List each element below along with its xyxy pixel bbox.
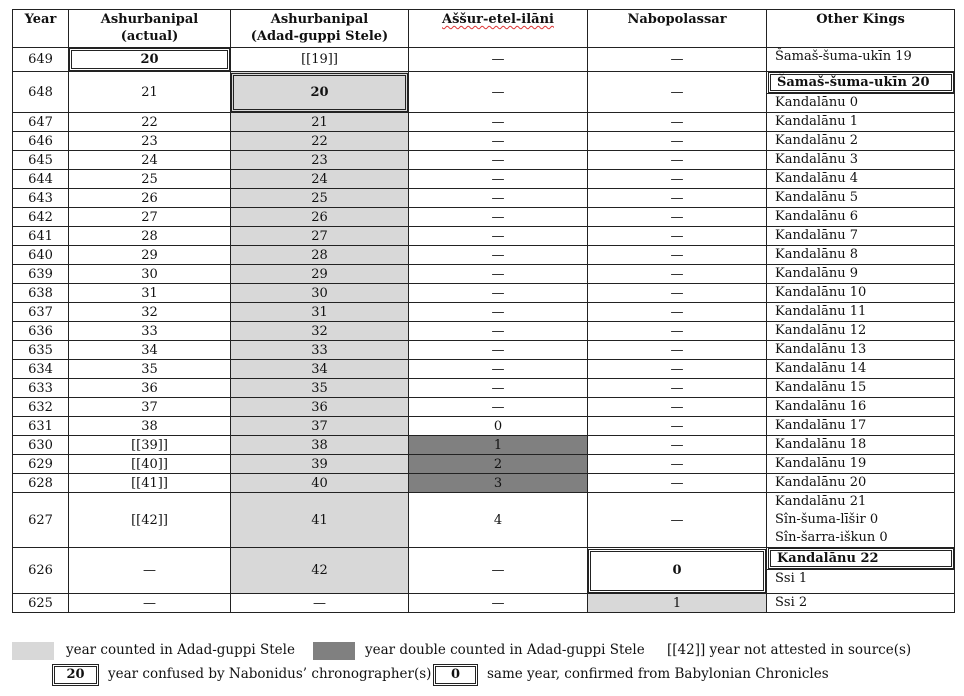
cell-nabopolassar: — — [588, 284, 767, 303]
table-row — [13, 474, 955, 493]
other-king-entry: Kandalānu 7 — [775, 228, 858, 243]
other-king-entry: Kandalānu 5 — [775, 190, 858, 205]
cell-ashurbanipal-stele: 39 — [231, 455, 409, 474]
cell-other-kings — [767, 72, 955, 113]
cell-other-kings — [767, 360, 955, 379]
cell-ashurbanipal-actual: 37 — [69, 398, 231, 417]
cell-assur-etel-ilani: — — [409, 548, 588, 594]
table-row — [13, 113, 955, 132]
other-king-entry: Kandalānu 8 — [775, 247, 858, 262]
legend-same-box: 0 — [433, 664, 478, 686]
cell-nabopolassar: — — [588, 493, 767, 548]
header-ashurbanipal-stele: Ashurbanipal (Adad-guppi Stele) — [231, 10, 409, 48]
other-king-entry: Sîn-šarra-iškun 0 — [775, 530, 888, 545]
other-king-entry: Kandalānu 15 — [775, 380, 867, 395]
cell-nabopolassar: — — [588, 48, 767, 72]
other-king-entry: Kandalānu 3 — [775, 152, 858, 167]
cell-ashurbanipal-stele: 40 — [231, 474, 409, 493]
cell-ashurbanipal-stele: 33 — [231, 341, 409, 360]
cell-other-kings — [767, 303, 955, 322]
confused-year-box: 20 — [231, 73, 408, 112]
cell-other-kings — [767, 284, 955, 303]
cell-nabopolassar: — — [588, 189, 767, 208]
cell-ashurbanipal-actual: 23 — [69, 132, 231, 151]
cell-other-kings — [767, 132, 955, 151]
other-king-entry: Kandalānu 16 — [775, 399, 867, 414]
cell-assur-etel-ilani: — — [409, 341, 588, 360]
cell-year: 630 — [13, 436, 69, 455]
legend-light-label: year counted in Adad-guppi Stele — [66, 642, 295, 658]
cell-nabopolassar: — — [588, 208, 767, 227]
other-king-entry: Kandalānu 13 — [775, 342, 867, 357]
cell-assur-etel-ilani: 3 — [409, 474, 588, 493]
cell-ashurbanipal-stele: 24 — [231, 170, 409, 189]
cell-ashurbanipal-actual: 38 — [69, 417, 231, 436]
cell-year: 632 — [13, 398, 69, 417]
table-row — [13, 265, 955, 284]
table-row — [13, 151, 955, 170]
legend-dark-label: year double counted in Adad-guppi Stele — [365, 642, 645, 658]
other-king-entry: Ssi 1 — [767, 569, 954, 588]
cell-ashurbanipal-stele: 34 — [231, 360, 409, 379]
table-row — [13, 208, 955, 227]
cell-ashurbanipal-stele: 28 — [231, 246, 409, 265]
cell-other-kings — [767, 417, 955, 436]
cell-nabopolassar: — — [588, 246, 767, 265]
cell-ashurbanipal-actual: 21 — [69, 72, 231, 113]
cell-other-kings — [767, 436, 955, 455]
same-year-box: 0 — [588, 549, 766, 593]
legend-dark-swatch — [313, 642, 355, 660]
cell-ashurbanipal-actual: 28 — [69, 227, 231, 246]
cell-ashurbanipal-stele: 35 — [231, 379, 409, 398]
other-king-entry: Kandalānu 22 — [768, 548, 954, 569]
cell-other-kings — [767, 493, 955, 548]
cell-year: 647 — [13, 113, 69, 132]
table-row — [13, 360, 955, 379]
table-row — [13, 132, 955, 151]
other-king-entry: Kandalānu 12 — [775, 323, 867, 338]
cell-assur-etel-ilani: — — [409, 208, 588, 227]
cell-ashurbanipal-stele: 41 — [231, 493, 409, 548]
header-other-kings: Other Kings — [767, 10, 955, 48]
cell-ashurbanipal-actual: [[39]] — [69, 436, 231, 455]
cell-other-kings — [767, 341, 955, 360]
cell-ashurbanipal-stele: [[19]] — [231, 48, 409, 72]
cell-other-kings — [767, 208, 955, 227]
other-king-entry: Šamaš-šuma-ukīn 20 — [768, 72, 954, 93]
cell-assur-etel-ilani: — — [409, 379, 588, 398]
header-year: Year — [13, 10, 69, 48]
other-king-entry: Kandalānu 17 — [775, 418, 867, 433]
legend-confused-label: year confused by Nabonidus’ chronographer(s) — [108, 666, 432, 682]
cell-assur-etel-ilani: — — [409, 189, 588, 208]
cell-ashurbanipal-actual: 31 — [69, 284, 231, 303]
table-row — [13, 170, 955, 189]
cell-year: 638 — [13, 284, 69, 303]
cell-year: 639 — [13, 265, 69, 284]
cell-assur-etel-ilani: — — [409, 594, 588, 613]
cell-ashurbanipal-stele: 32 — [231, 322, 409, 341]
legend-confused-box: 20 — [52, 664, 99, 686]
cell-assur-etel-ilani: — — [409, 170, 588, 189]
cell-nabopolassar — [588, 548, 767, 594]
cell-year: 634 — [13, 360, 69, 379]
legend-light-swatch — [12, 642, 54, 660]
cell-nabopolassar: — — [588, 132, 767, 151]
cell-ashurbanipal-actual: [[42]] — [69, 493, 231, 548]
cell-ashurbanipal-stele: 27 — [231, 227, 409, 246]
cell-other-kings — [767, 594, 955, 613]
header-assur-etel-ilani: Aššur-etel-ilāni — [409, 10, 588, 48]
cell-assur-etel-ilani: — — [409, 113, 588, 132]
table-row — [13, 72, 955, 113]
cell-assur-etel-ilani: 4 — [409, 493, 588, 548]
table-row — [13, 379, 955, 398]
cell-ashurbanipal-actual: 24 — [69, 151, 231, 170]
table-row — [13, 548, 955, 594]
table-row — [13, 436, 955, 455]
cell-ashurbanipal-actual: 29 — [69, 246, 231, 265]
cell-assur-etel-ilani: — — [409, 303, 588, 322]
table-row — [13, 189, 955, 208]
cell-ashurbanipal-stele: 36 — [231, 398, 409, 417]
other-king-entry: Kandalānu 20 — [775, 475, 867, 490]
cell-ashurbanipal-actual: 22 — [69, 113, 231, 132]
cell-ashurbanipal-stele: 26 — [231, 208, 409, 227]
cell-assur-etel-ilani: — — [409, 227, 588, 246]
cell-ashurbanipal-actual: 27 — [69, 208, 231, 227]
cell-assur-etel-ilani: — — [409, 132, 588, 151]
cell-nabopolassar: — — [588, 379, 767, 398]
header-nabopolassar: Nabopolassar — [588, 10, 767, 48]
cell-assur-etel-ilani: — — [409, 151, 588, 170]
table-row — [13, 493, 955, 548]
cell-other-kings — [767, 548, 955, 594]
other-king-entry: Kandalānu 4 — [775, 171, 858, 186]
cell-ashurbanipal-stele — [231, 72, 409, 113]
cell-ashurbanipal-actual: 35 — [69, 360, 231, 379]
confused-year-box: 20 — [69, 48, 230, 71]
table-row — [13, 341, 955, 360]
other-king-entry: Kandalānu 14 — [775, 361, 867, 376]
cell-ashurbanipal-actual: [[40]] — [69, 455, 231, 474]
cell-other-kings — [767, 151, 955, 170]
other-king-entry: Kandalānu 6 — [775, 209, 858, 224]
table-row — [13, 227, 955, 246]
header-ashurbanipal-actual: Ashurbanipal (actual) — [69, 10, 231, 48]
cell-ashurbanipal-stele: 30 — [231, 284, 409, 303]
cell-year: 643 — [13, 189, 69, 208]
cell-other-kings — [767, 227, 955, 246]
cell-nabopolassar: — — [588, 170, 767, 189]
table-row — [13, 398, 955, 417]
cell-other-kings — [767, 170, 955, 189]
chronology-table — [12, 9, 955, 613]
cell-ashurbanipal-actual: 34 — [69, 341, 231, 360]
cell-ashurbanipal-actual — [69, 48, 231, 72]
cell-assur-etel-ilani: 1 — [409, 436, 588, 455]
cell-other-kings — [767, 455, 955, 474]
cell-ashurbanipal-stele: 21 — [231, 113, 409, 132]
cell-nabopolassar: — — [588, 436, 767, 455]
cell-year: 640 — [13, 246, 69, 265]
other-king-entry: Sîn-šuma-līšir 0 — [775, 512, 879, 527]
header-row — [13, 10, 955, 48]
cell-assur-etel-ilani: 0 — [409, 417, 588, 436]
cell-year: 644 — [13, 170, 69, 189]
cell-nabopolassar: — — [588, 72, 767, 113]
other-king-entry: Kandalānu 18 — [775, 437, 867, 452]
cell-ashurbanipal-actual: 32 — [69, 303, 231, 322]
cell-year: 645 — [13, 151, 69, 170]
cell-other-kings — [767, 246, 955, 265]
cell-other-kings — [767, 113, 955, 132]
other-king-entry: Šamaš-šuma-ukīn 19 — [775, 49, 912, 64]
cell-nabopolassar: 1 — [588, 594, 767, 613]
cell-year: 648 — [13, 72, 69, 113]
other-king-entry: Kandalānu 10 — [775, 285, 867, 300]
cell-assur-etel-ilani: 2 — [409, 455, 588, 474]
cell-ashurbanipal-actual: 33 — [69, 322, 231, 341]
cell-nabopolassar: — — [588, 265, 767, 284]
cell-other-kings — [767, 398, 955, 417]
cell-assur-etel-ilani: — — [409, 48, 588, 72]
cell-year: 646 — [13, 132, 69, 151]
cell-ashurbanipal-stele: 23 — [231, 151, 409, 170]
other-king-entry: Kandalānu 1 — [775, 114, 858, 129]
cell-year: 633 — [13, 379, 69, 398]
cell-ashurbanipal-actual: 36 — [69, 379, 231, 398]
cell-nabopolassar: — — [588, 341, 767, 360]
cell-other-kings — [767, 474, 955, 493]
legend-unattested-label: [[42]] year not attested in source(s) — [667, 642, 912, 658]
cell-ashurbanipal-stele: 25 — [231, 189, 409, 208]
cell-nabopolassar: — — [588, 360, 767, 379]
cell-year: 642 — [13, 208, 69, 227]
cell-other-kings — [767, 322, 955, 341]
cell-ashurbanipal-stele: 38 — [231, 436, 409, 455]
table-row — [13, 594, 955, 613]
cell-other-kings — [767, 48, 955, 72]
cell-year: 626 — [13, 548, 69, 594]
other-king-entry: Kandalānu 2 — [775, 133, 858, 148]
cell-year: 637 — [13, 303, 69, 322]
cell-year: 629 — [13, 455, 69, 474]
cell-nabopolassar: — — [588, 151, 767, 170]
cell-year: 641 — [13, 227, 69, 246]
cell-assur-etel-ilani: — — [409, 284, 588, 303]
cell-ashurbanipal-stele: 37 — [231, 417, 409, 436]
cell-ashurbanipal-stele: 22 — [231, 132, 409, 151]
cell-other-kings — [767, 265, 955, 284]
cell-other-kings — [767, 189, 955, 208]
cell-year: 636 — [13, 322, 69, 341]
cell-year: 635 — [13, 341, 69, 360]
cell-other-kings — [767, 379, 955, 398]
cell-nabopolassar: — — [588, 113, 767, 132]
cell-nabopolassar: — — [588, 417, 767, 436]
table-row — [13, 303, 955, 322]
legend-same-label: same year, confirmed from Babylonian Chronicles — [487, 666, 829, 682]
cell-year: 631 — [13, 417, 69, 436]
cell-ashurbanipal-actual: — — [69, 548, 231, 594]
cell-ashurbanipal-stele: 31 — [231, 303, 409, 322]
cell-assur-etel-ilani: — — [409, 322, 588, 341]
cell-nabopolassar: — — [588, 474, 767, 493]
cell-nabopolassar: — — [588, 303, 767, 322]
cell-nabopolassar: — — [588, 398, 767, 417]
table-row — [13, 322, 955, 341]
other-king-entry: Kandalānu 19 — [775, 456, 867, 471]
cell-assur-etel-ilani: — — [409, 246, 588, 265]
cell-ashurbanipal-actual: — — [69, 594, 231, 613]
other-king-entry: Ssi 2 — [775, 595, 808, 610]
table-row — [13, 48, 955, 72]
cell-assur-etel-ilani: — — [409, 72, 588, 113]
cell-nabopolassar: — — [588, 455, 767, 474]
cell-nabopolassar: — — [588, 227, 767, 246]
cell-year: 628 — [13, 474, 69, 493]
cell-assur-etel-ilani: — — [409, 398, 588, 417]
other-king-entry: Kandalānu 11 — [775, 304, 867, 319]
other-king-entry: Kandalānu 21 — [775, 494, 867, 509]
cell-ashurbanipal-actual: 26 — [69, 189, 231, 208]
table-row — [13, 246, 955, 265]
table-row — [13, 455, 955, 474]
table-row — [13, 284, 955, 303]
cell-year: 627 — [13, 493, 69, 548]
cell-ashurbanipal-actual: 25 — [69, 170, 231, 189]
other-king-entry: Kandalānu 0 — [767, 93, 954, 112]
cell-year: 625 — [13, 594, 69, 613]
cell-assur-etel-ilani: — — [409, 360, 588, 379]
cell-ashurbanipal-actual: [[41]] — [69, 474, 231, 493]
other-king-entry: Kandalānu 9 — [775, 266, 858, 281]
cell-year: 649 — [13, 48, 69, 72]
cell-ashurbanipal-stele: 42 — [231, 548, 409, 594]
cell-ashurbanipal-stele: — — [231, 594, 409, 613]
cell-ashurbanipal-actual: 30 — [69, 265, 231, 284]
cell-ashurbanipal-stele: 29 — [231, 265, 409, 284]
cell-nabopolassar: — — [588, 322, 767, 341]
table-body — [13, 48, 955, 613]
cell-assur-etel-ilani: — — [409, 265, 588, 284]
table-row — [13, 417, 955, 436]
